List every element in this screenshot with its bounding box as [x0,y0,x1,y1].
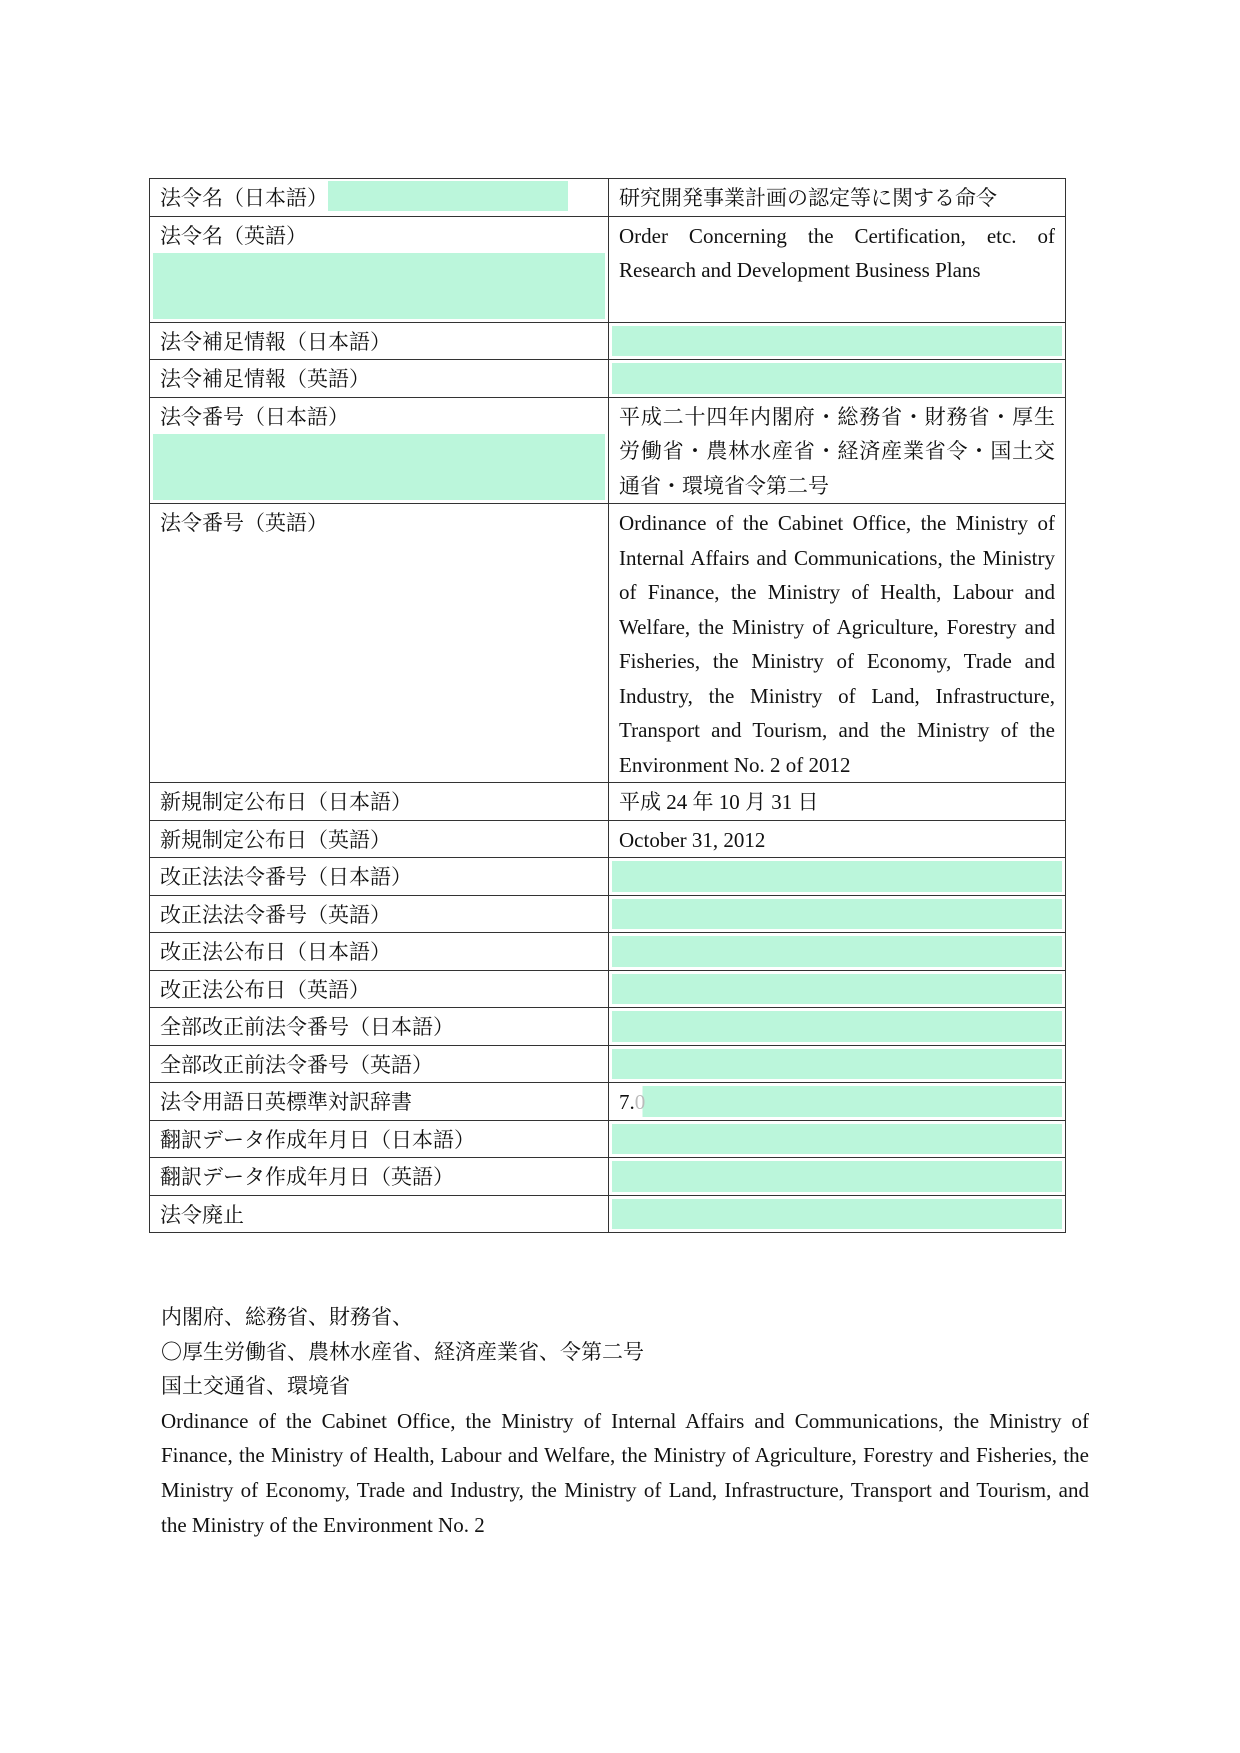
table-row [150,1120,1066,1158]
value-cell [609,933,1066,971]
table-row [150,820,1066,858]
value-cell: October 31, 2012 [609,820,1066,858]
value-cell: 研究開発事業計画の認定等に関する命令 [609,179,1066,217]
english-title: Ordinance of the Cabinet Office, the Ministry of Internal Affairs and Communications, the Ministry of Finance, the Ministry of Health, Labour and Welfare, the Ministry of Agriculture, Forestry and Fisheries, the Ministry of Economy, Trade and Industry, the Ministry of Land, Infrastructure, Transport and Tourism, and the Ministry of the Environment No. 2 [161,1408,1089,1537]
row-label: 翻訳データ作成年月日（英語） [150,1158,609,1196]
row-label: 全部改正前法令番号（日本語） [150,1008,609,1046]
law-metadata-table [149,178,1066,1233]
row-label: 法令廃止 [150,1195,609,1233]
table-row [150,397,1066,504]
table-row [150,1008,1066,1046]
table-row [150,216,1066,322]
value-cell [609,1045,1066,1083]
table-row [150,1195,1066,1233]
row-label: 法令名（日本語） [160,186,328,210]
value-cell [609,1083,1066,1121]
row-label: 全部改正前法令番号（英語） [150,1045,609,1083]
table-row [150,970,1066,1008]
table-row [150,858,1066,896]
highlight [153,253,605,319]
table-row [150,322,1066,360]
row-label: 新規制定公布日（日本語） [150,783,609,821]
dictionary-version-faded: 0 [634,1090,646,1114]
row-label: 法令補足情報（英語） [150,360,609,398]
table-row [150,360,1066,398]
note-line: 国土交通省、環境省 [161,1374,350,1399]
dictionary-version: 7. [619,1090,635,1114]
row-label: 法令用語日英標準対訳辞書 [150,1083,609,1121]
row-label: 新規制定公布日（英語） [150,820,609,858]
label-cell [150,397,609,504]
value-cell [609,1008,1066,1046]
row-label: 法令番号（英語） [150,504,609,783]
value-cell [609,895,1066,933]
notes [161,1300,1089,1542]
value-cell: Ordinance of the Cabinet Office, the Ministry of Internal Affairs and Communications, the Ministry of Finance, the Ministry of Health, Labour and Welfare, the Ministry of Agriculture, Forestry and Fisheries, the Ministry of Economy, Trade and Industry, the Ministry of Land, Infrastructure, Transport and Tourism, and the Ministry of the Environment No. 2 of 2012 [609,504,1066,783]
value-cell [609,1120,1066,1158]
highlight [328,181,568,211]
row-label: 改正法法令番号（日本語） [150,858,609,896]
value-cell [609,1195,1066,1233]
row-label: 改正法公布日（日本語） [150,933,609,971]
row-label: 改正法法令番号（英語） [150,895,609,933]
value-cell: 平成二十四年内閣府・総務省・財務省・厚生労働省・農林水産省・経済産業省令・国土交通省・環境省令第二号 [609,397,1066,504]
row-label: 法令名（英語） [160,223,307,248]
row-label: 翻訳データ作成年月日（日本語） [150,1120,609,1158]
note-line: 〇厚生労働省、農林水産省、経済産業省、令第二号 [161,1339,644,1364]
table-row [150,895,1066,933]
value-cell [609,970,1066,1008]
table-row [150,179,1066,217]
table-row [150,504,1066,783]
value-cell [609,360,1066,398]
table-row [150,1083,1066,1121]
label-cell [150,216,609,322]
highlight [153,434,605,501]
row-label: 改正法公布日（英語） [150,970,609,1008]
value-cell [609,322,1066,360]
row-label: 法令番号（日本語） [160,404,349,429]
row-label: 法令補足情報（日本語） [150,322,609,360]
value-cell: Order Concerning the Certification, etc. of Research and Development Business Plans [609,216,1066,322]
table-row [150,1045,1066,1083]
value-cell [609,858,1066,896]
value-cell: 平成 24 年 10 月 31 日 [609,783,1066,821]
note-line: 内閣府、総務省、財務省、 [161,1305,413,1329]
table-row [150,1158,1066,1196]
table-row [150,783,1066,821]
label-cell [150,179,609,217]
table-row [150,933,1066,971]
value-cell [609,1158,1066,1196]
